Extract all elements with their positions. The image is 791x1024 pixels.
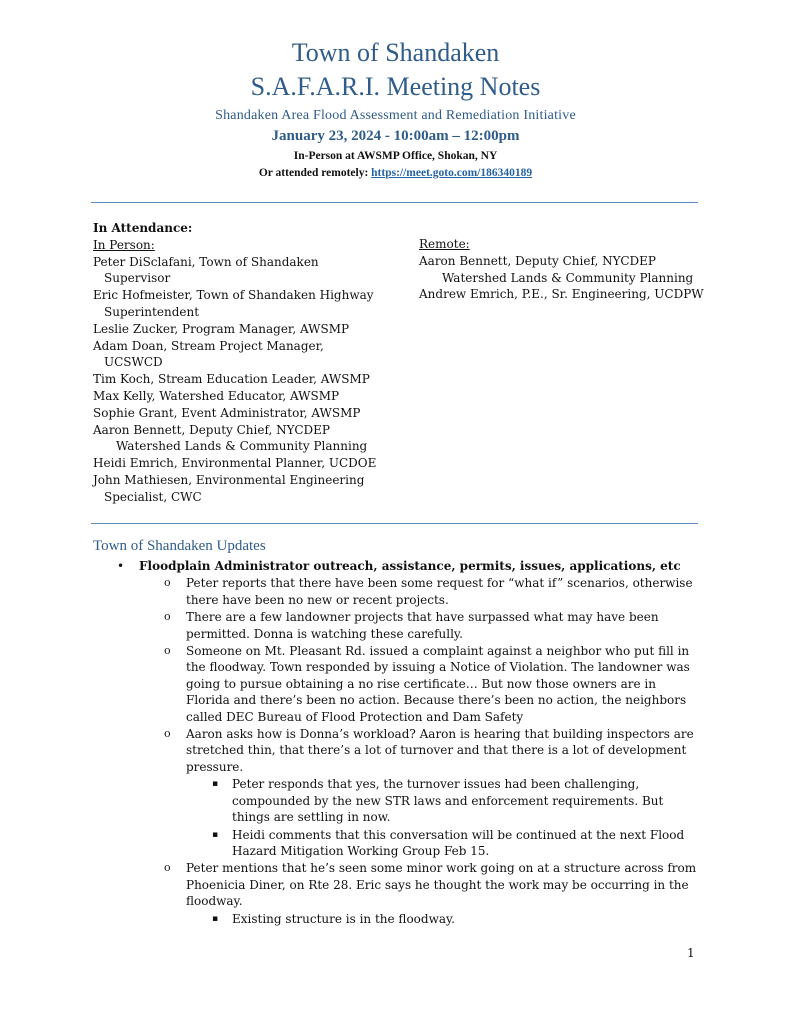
note-text: Peter reports that there have been some request for “what if” scenarios, otherwise there have been no new or recent projects. (186, 576, 693, 607)
attendee-line: Max Kelly, Watershed Educator, AWSMP (93, 388, 340, 403)
attendee-line: Peter DiSclafani, Town of Shandaken (93, 254, 319, 269)
note-item-2 (164, 609, 700, 642)
attendance-remote-column (419, 236, 719, 303)
doc-title-line1: Town of Shandaken (291, 38, 500, 67)
attendee-line: Adam Doan, Stream Project Manager, (93, 338, 324, 353)
attendee-line: Andrew Emrich, P.E., Sr. Engineering, UCDPW (419, 287, 704, 302)
section-title: Town of Shandaken Updates (93, 538, 266, 554)
attendee-entry (93, 287, 393, 321)
divider-middle (91, 523, 698, 524)
meeting-location: In-Person at AWSMP Office, Shokan, NY (293, 150, 498, 162)
sub-note-text: Heidi comments that this conversation will be continued at the next Flood Hazard Mitigation Working Group Feb 15. (232, 827, 685, 858)
bullet-circle: o (164, 861, 171, 875)
attendee-line: Tim Koch, Stream Education Leader, AWSMP (93, 372, 370, 387)
attendee-entry (93, 388, 393, 405)
sub-note-text: Peter responds that yes, the turnover issues had been challenging, compounded by the new STR laws and enforcement requirements. But things are settling in now. (232, 777, 664, 825)
note-text: There are a few landowner projects that have surpassed what may have been permitted. Donna is watching these carefully. (186, 610, 659, 641)
attendee-line-continued: Superintendent (104, 304, 200, 319)
doc-title-line2: S.A.F.A.R.I. Meeting Notes (250, 72, 541, 101)
attendance-heading: In Attendance: (93, 221, 193, 235)
attendee-entry (93, 254, 393, 288)
note-text: Someone on Mt. Pleasant Rd. issued a complaint against a neighbor who put fill in the floodway. Town responded by issuing a Notice of Violation. The landowner was going to pursue obtaining a no rise certificate… But now those owners are in Florida and there’s been no action. Because there’s been no action, the neighbors called DEC Bureau of Flood Protection and Dam Safety (186, 644, 690, 724)
attendee-line: Heidi Emrich, Environmental Planner, UCDOE (93, 456, 377, 471)
meeting-date-time: January 23, 2024 - 10:00am – 12:00pm (271, 128, 520, 144)
attendee-line: John Mathiesen, Environmental Engineering (93, 472, 365, 487)
page-number: 1 (687, 946, 695, 960)
attendee-entry (93, 455, 393, 472)
sub-note-item-4-1 (212, 776, 687, 825)
remote-label: Remote: (419, 237, 470, 251)
bullet-square: ▪ (212, 913, 219, 924)
note-item-1 (164, 575, 700, 608)
attendee-line: Aaron Bennett, Deputy Chief, NYCDEP (93, 422, 330, 437)
attendance-in-person-column (93, 220, 393, 506)
attendee-line-continued: Specialist, CWC (104, 489, 202, 504)
bullet-circle: o (164, 644, 171, 658)
note-text: Aaron asks how is Donna’s workload? Aaron is hearing that building inspectors are stretched thin, that there’s a lot of turnover and that there is a lot of development pressure. (186, 727, 694, 774)
attendee-line-continued: Supervisor (104, 271, 171, 286)
attendee-line-continued: Watershed Lands & Community Planning (442, 270, 694, 285)
in-person-list (93, 254, 393, 506)
note-item-3 (164, 643, 700, 725)
notes-body (0, 558, 791, 927)
attendee-line: Eric Hofmeister, Town of Shandaken Highway (93, 288, 374, 303)
sub-note-text: Existing structure is in the floodway. (232, 911, 455, 926)
bullet-circle: o (164, 727, 171, 741)
sub-note-item-4-2 (212, 827, 687, 860)
attendee-entry (93, 422, 393, 456)
attendee-line: Sophie Grant, Event Administrator, AWSMP (93, 405, 361, 420)
remote-meeting-link[interactable]: https://meet.goto.com/186340189 (371, 167, 533, 179)
bullet-circle: o (164, 576, 171, 590)
attendee-entry (93, 405, 393, 422)
note-text: Peter mentions that he’s seen some minor work going on at a structure across from Phoenicia Diner, on Rte 28. Eric says he thought the work may be occurring in the floodway. (186, 861, 697, 909)
bullet-square: ▪ (212, 829, 219, 840)
note-item-5 (164, 860, 700, 909)
attendee-entry (419, 253, 719, 287)
divider-top (91, 202, 698, 203)
attendee-line: Aaron Bennett, Deputy Chief, NYCDEP (419, 253, 656, 268)
attendee-entry (93, 338, 393, 372)
remote-prefix: Or attended remotely: (258, 167, 372, 179)
sub-note-item-5-1 (212, 911, 687, 927)
in-person-label: In Person: (93, 237, 155, 252)
bullet-square: ▪ (212, 779, 219, 790)
topic-item (117, 558, 699, 574)
attendee-line-continued: UCSWCD (104, 355, 163, 370)
attendee-line-continued: Watershed Lands & Community Planning (116, 439, 368, 454)
remote-list (419, 253, 719, 303)
bullet-circle: o (164, 610, 171, 624)
attendee-entry (93, 472, 393, 506)
topic-text: Floodplain Administrator outreach, assistance, permits, issues, applications, etc (139, 559, 681, 573)
doc-subtitle: Shandaken Area Flood Assessment and Remediation Initiative (215, 108, 576, 123)
attendee-line: Leslie Zucker, Program Manager, AWSMP (93, 321, 350, 336)
remote-attendance-line (0, 167, 791, 179)
attendee-entry (93, 321, 393, 338)
bullet-disc: • (117, 559, 125, 573)
note-item-4 (164, 726, 700, 775)
attendee-entry (419, 286, 719, 303)
attendee-entry (93, 371, 393, 388)
